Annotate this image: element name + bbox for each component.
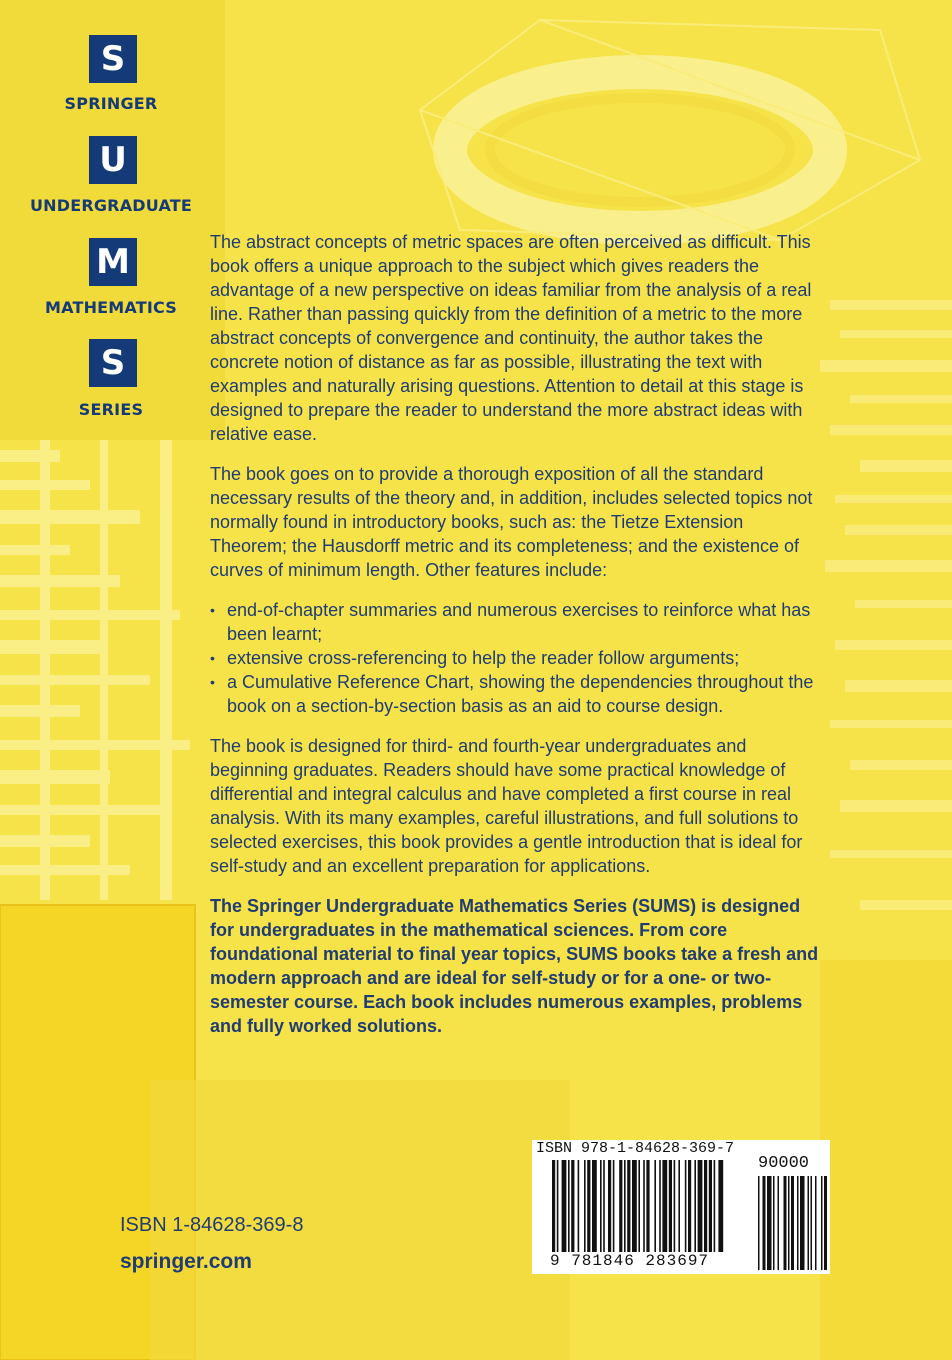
- isbn-10: ISBN 1-84628-369-8: [120, 1214, 304, 1236]
- logo-word-springer: SPRINGER: [64, 94, 158, 113]
- barcode-price-code: 90000: [758, 1154, 810, 1173]
- description-paragraph-2: The book goes on to provide a thorough exposition of all the standard necessary results of the theory and, in addition, includes selected topics not normally found in introductory books, such as: the Tietze Extension Theorem; the Hausdorff metric and its completeness; and the existence of curves of minimum length. Other features include:: [210, 464, 813, 580]
- isbn-barcode: [532, 1140, 830, 1274]
- logo-word-series: SERIES: [78, 400, 144, 419]
- publisher-website[interactable]: springer.com: [120, 1250, 252, 1273]
- description-paragraph-1: The abstract concepts of metric spaces are often perceived as difficult. This book offers a unique approach to the subject which gives readers the advantage of a new perspective on ideas familiar from the analysis of a real line. Rather than passing quickly from the definition of a metric to the more abstract concepts of convergence and continuity, the author takes the concrete notion of distance as far as possible, illustrating the text with examples and naturally arising questions. Attention to detail at this stage is designed to prepare the reader to understand the more abstract ideas with relative ease.: [210, 232, 812, 444]
- logo-letter-u: U: [89, 136, 137, 184]
- logo-letter-m: M: [89, 238, 137, 286]
- logo-letter-s: S: [89, 35, 137, 83]
- barcode-digits: 9 781846 283697: [550, 1252, 710, 1270]
- feature-item: • extensive cross-referencing to help the reader follow arguments;: [210, 646, 820, 670]
- logo-word-mathematics: MATHEMATICS: [45, 298, 177, 317]
- back-cover-text: [210, 230, 820, 1054]
- feature-item: • end-of-chapter summaries and numerous exercises to reinforce what has been learnt;: [210, 598, 820, 646]
- series-blurb: The Springer Undergraduate Mathematics Series (SUMS) is designed for undergraduates in the mathematical sciences. From core foundational material to final year topics, SUMS books take a fresh and modern approach and are ideal for self-study or for a one- or two-semester course. Each book includes numerous examples, problems and fully worked solutions.: [210, 896, 819, 1036]
- logo-letter-s2: S: [89, 339, 137, 387]
- feature-item: • a Cumulative Reference Chart, showing the dependencies throughout the book on a section-by-section basis as an aid to course design.: [210, 670, 820, 718]
- features-list: [210, 598, 820, 718]
- barcode-isbn-label: ISBN 978-1-84628-369-7: [536, 1140, 735, 1157]
- description-paragraph-3: The book is designed for third- and fourth-year undergraduates and beginning graduates. Readers should have some practical knowledge of differential and integral calculus and have completed a first course in real analysis. With its many examples, careful illustrations, and full solutions to selected exercises, this book provides a gentle introduction that is ideal for self-study and an excellent preparation for applications.: [210, 736, 803, 876]
- logo-word-undergraduate: UNDERGRADUATE: [29, 196, 193, 215]
